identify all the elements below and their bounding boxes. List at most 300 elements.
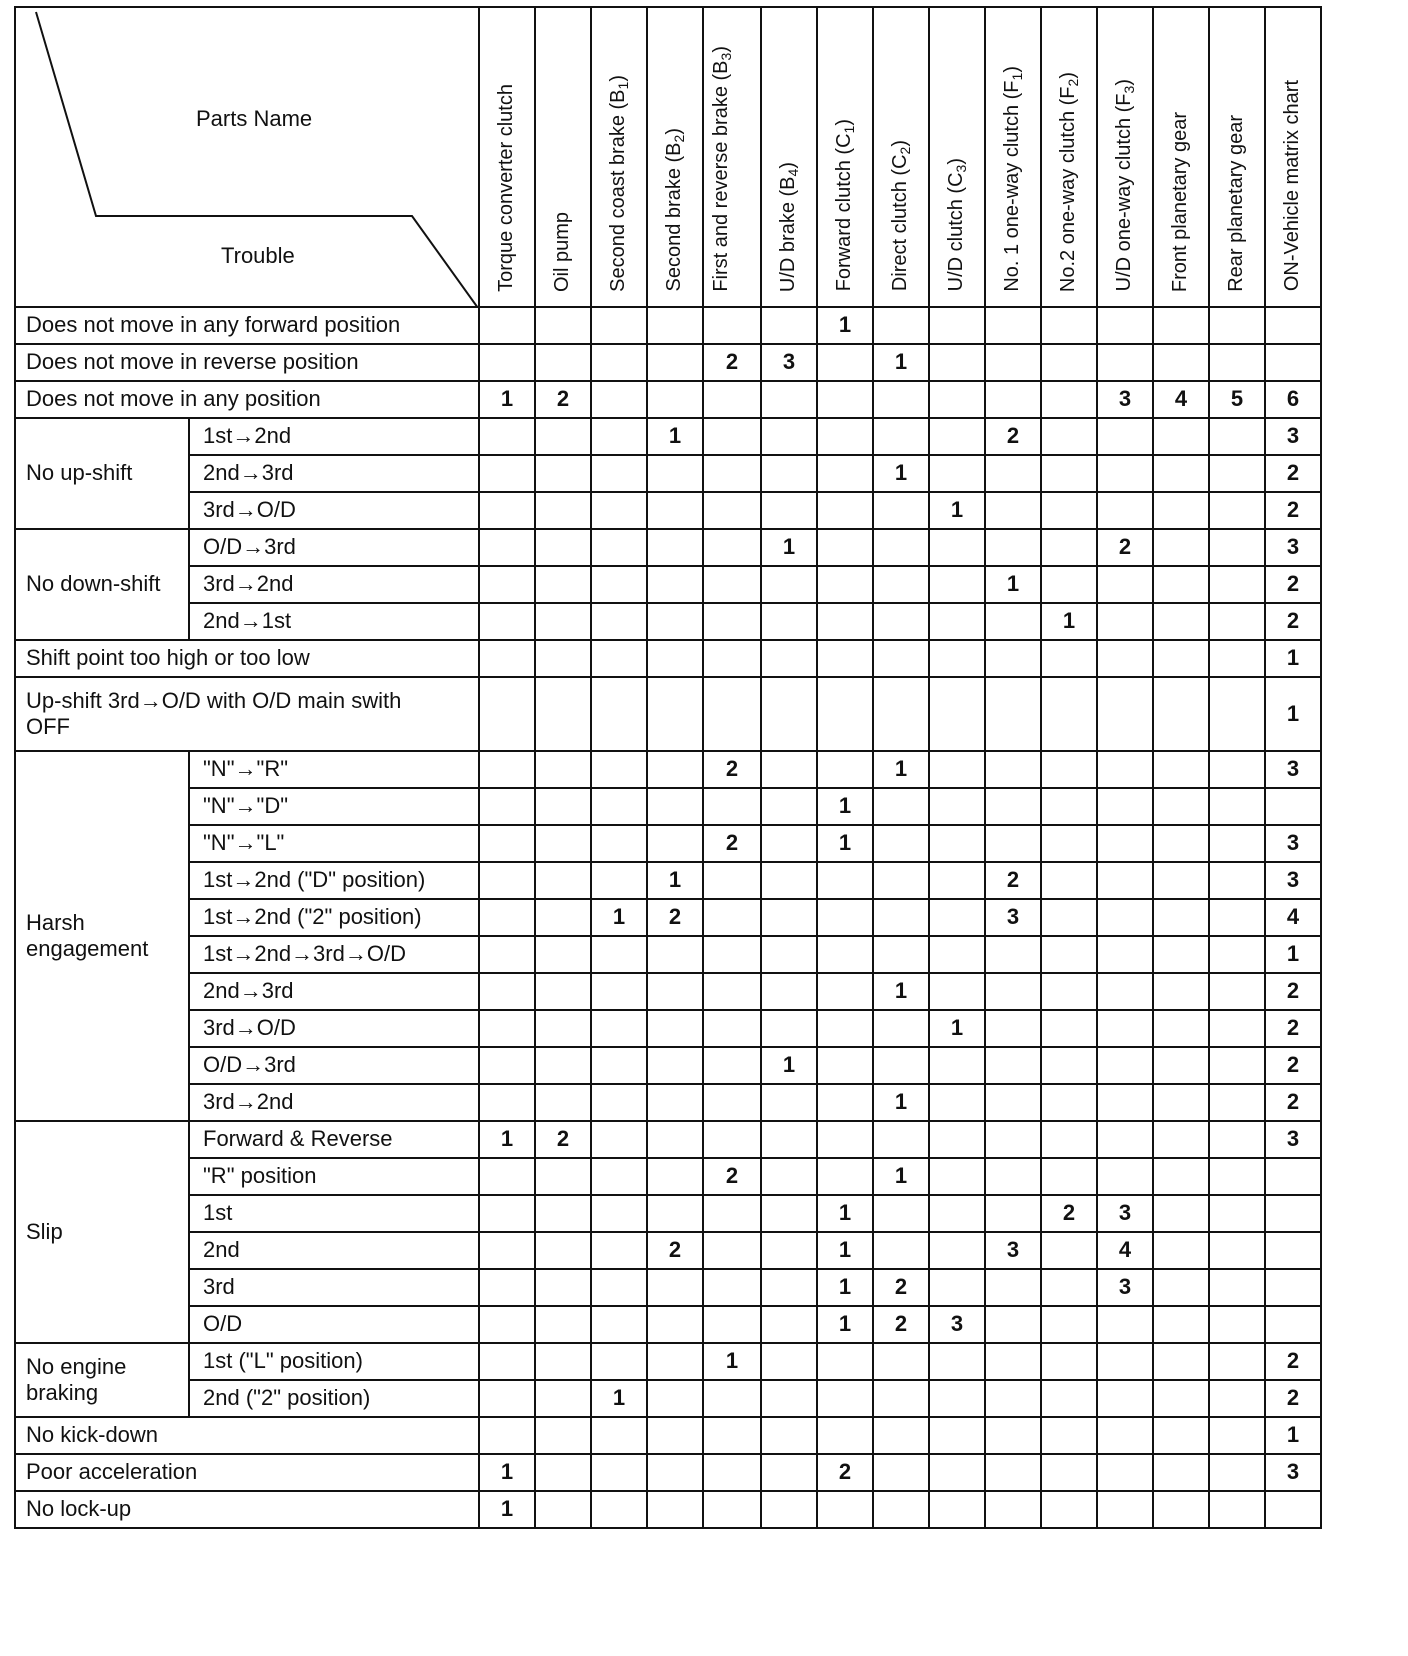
priority-cell	[703, 788, 761, 825]
priority-cell	[647, 677, 703, 751]
priority-cell	[1209, 1158, 1265, 1195]
column-header	[817, 7, 873, 307]
priority-cell	[761, 1232, 817, 1269]
priority-cell	[1041, 492, 1097, 529]
priority-cell	[1041, 1343, 1097, 1380]
table-row	[15, 1232, 1321, 1269]
priority-cell	[1041, 936, 1097, 973]
priority-cell	[479, 455, 535, 492]
column-header-label	[710, 46, 760, 292]
priority-cell	[1153, 640, 1209, 677]
table-row	[15, 1306, 1321, 1343]
priority-cell	[817, 936, 873, 973]
priority-cell	[479, 307, 535, 344]
priority-cell	[929, 1269, 985, 1306]
priority-cell	[817, 1158, 873, 1195]
column-header-text: )	[607, 74, 629, 82]
column-header-text: Oil pump	[551, 211, 573, 292]
priority-cell	[1097, 1343, 1153, 1380]
priority-cell	[929, 862, 985, 899]
priority-cell	[761, 1269, 817, 1306]
priority-cell	[1041, 566, 1097, 603]
priority-cell	[985, 751, 1041, 788]
priority-cell	[703, 862, 761, 899]
column-header-text: )	[710, 45, 732, 53]
priority-cell: 1	[591, 899, 647, 936]
priority-cell	[817, 492, 873, 529]
table-row	[15, 1491, 1321, 1528]
priority-cell: 3	[1097, 1269, 1153, 1306]
priority-cell	[703, 899, 761, 936]
priority-cell	[761, 1084, 817, 1121]
priority-cell: 2	[535, 1121, 591, 1158]
priority-cell	[985, 1121, 1041, 1158]
priority-cell	[1209, 936, 1265, 973]
priority-cell: 1	[703, 1343, 761, 1380]
table-row	[15, 307, 1321, 344]
priority-cell	[761, 1121, 817, 1158]
trouble-category: No down-shift	[15, 529, 189, 640]
priority-cell	[1041, 307, 1097, 344]
priority-cell	[1041, 381, 1097, 418]
priority-cell: 2	[703, 751, 761, 788]
priority-cell	[873, 677, 929, 751]
priority-cell	[703, 1047, 761, 1084]
priority-cell	[479, 973, 535, 1010]
priority-cell	[873, 1195, 929, 1232]
priority-cell: 1	[591, 1380, 647, 1417]
priority-cell	[817, 751, 873, 788]
priority-cell	[535, 862, 591, 899]
priority-cell	[985, 1047, 1041, 1084]
priority-cell	[817, 1417, 873, 1454]
priority-cell	[647, 566, 703, 603]
priority-cell	[1153, 1158, 1209, 1195]
priority-cell	[817, 677, 873, 751]
table-row	[15, 381, 1321, 418]
priority-cell	[1041, 418, 1097, 455]
priority-cell	[929, 751, 985, 788]
trouble-subcondition: O/D→3rd	[189, 529, 479, 566]
priority-cell	[817, 566, 873, 603]
priority-cell	[591, 529, 647, 566]
priority-cell	[479, 1269, 535, 1306]
priority-cell	[1097, 936, 1153, 973]
priority-cell	[479, 862, 535, 899]
priority-cell	[929, 1491, 985, 1528]
priority-cell	[817, 899, 873, 936]
priority-cell	[647, 307, 703, 344]
priority-cell	[873, 1047, 929, 1084]
column-header-text: Direct clutch (C	[889, 154, 911, 292]
priority-cell	[1265, 788, 1321, 825]
priority-cell	[761, 788, 817, 825]
priority-cell	[817, 529, 873, 566]
priority-cell	[761, 492, 817, 529]
priority-cell	[703, 492, 761, 529]
priority-cell	[873, 307, 929, 344]
priority-cell	[1209, 825, 1265, 862]
trouble-category: No up-shift	[15, 418, 189, 529]
priority-cell	[873, 1343, 929, 1380]
priority-cell	[703, 1380, 761, 1417]
priority-cell	[929, 307, 985, 344]
priority-cell	[1153, 899, 1209, 936]
priority-cell	[985, 973, 1041, 1010]
priority-cell	[1209, 751, 1265, 788]
priority-cell	[1041, 751, 1097, 788]
priority-cell	[591, 344, 647, 381]
priority-cell: 1	[817, 825, 873, 862]
priority-cell	[535, 418, 591, 455]
priority-cell	[873, 1010, 929, 1047]
priority-cell	[535, 455, 591, 492]
priority-cell: 3	[1265, 862, 1321, 899]
priority-cell	[1209, 307, 1265, 344]
priority-cell	[647, 640, 703, 677]
priority-cell	[1209, 862, 1265, 899]
priority-cell	[929, 1417, 985, 1454]
priority-cell	[1097, 1158, 1153, 1195]
table-row	[15, 1269, 1321, 1306]
trouble-subcondition: O/D→3rd	[189, 1047, 479, 1084]
priority-cell	[647, 936, 703, 973]
priority-cell	[985, 825, 1041, 862]
priority-cell	[761, 566, 817, 603]
priority-cell	[761, 751, 817, 788]
priority-cell: 2	[647, 1232, 703, 1269]
priority-cell	[647, 1121, 703, 1158]
priority-cell	[1097, 307, 1153, 344]
priority-cell	[873, 381, 929, 418]
priority-cell	[479, 1010, 535, 1047]
column-header-subscript: 3	[1121, 85, 1137, 94]
priority-cell	[1209, 1010, 1265, 1047]
column-header-subscript: 2	[1065, 78, 1081, 86]
priority-cell: 1	[929, 492, 985, 529]
trouble-name: Poor acceleration	[15, 1454, 479, 1491]
priority-cell	[479, 603, 535, 640]
priority-cell	[929, 418, 985, 455]
priority-cell	[929, 640, 985, 677]
column-header-text: )	[945, 158, 967, 165]
priority-cell	[647, 1343, 703, 1380]
priority-cell	[1209, 1047, 1265, 1084]
priority-cell	[647, 788, 703, 825]
trouble-subcondition: "N"→"D"	[189, 788, 479, 825]
column-header	[929, 7, 985, 307]
table-row	[15, 899, 1321, 936]
column-header-label	[1224, 115, 1248, 292]
trouble-subcondition: 2nd	[189, 1232, 479, 1269]
trouble-label: Trouble	[221, 243, 295, 268]
trouble-subcondition: "N"→"R"	[189, 751, 479, 788]
table-row	[15, 1380, 1321, 1417]
priority-cell	[1209, 1380, 1265, 1417]
priority-cell	[703, 418, 761, 455]
priority-cell	[985, 1417, 1041, 1454]
priority-cell	[1153, 1195, 1209, 1232]
column-header	[535, 7, 591, 307]
priority-cell	[817, 862, 873, 899]
priority-cell	[1041, 344, 1097, 381]
priority-cell	[985, 677, 1041, 751]
priority-cell	[1153, 788, 1209, 825]
priority-cell	[1209, 1269, 1265, 1306]
priority-cell	[985, 1084, 1041, 1121]
priority-cell	[591, 1343, 647, 1380]
priority-cell: 1	[873, 1158, 929, 1195]
priority-cell	[535, 1084, 591, 1121]
priority-cell	[703, 1417, 761, 1454]
priority-cell: 2	[703, 344, 761, 381]
table-row	[15, 640, 1321, 677]
column-header-subscript: 2	[897, 147, 913, 155]
priority-cell	[591, 1454, 647, 1491]
priority-cell	[479, 640, 535, 677]
priority-cell	[1153, 344, 1209, 381]
priority-cell	[479, 1195, 535, 1232]
priority-cell	[479, 1343, 535, 1380]
priority-cell	[929, 1047, 985, 1084]
priority-cell	[1265, 1491, 1321, 1528]
priority-cell	[817, 1010, 873, 1047]
priority-cell	[761, 640, 817, 677]
priority-cell	[761, 1454, 817, 1491]
priority-cell: 2	[873, 1306, 929, 1343]
priority-cell	[1097, 788, 1153, 825]
priority-cell	[591, 862, 647, 899]
priority-cell	[1153, 418, 1209, 455]
table-row	[15, 677, 1321, 751]
priority-cell: 1	[817, 788, 873, 825]
priority-cell: 6	[1265, 381, 1321, 418]
priority-cell: 1	[1041, 603, 1097, 640]
priority-cell	[535, 640, 591, 677]
priority-cell	[1041, 1084, 1097, 1121]
priority-cell	[817, 1491, 873, 1528]
priority-cell	[535, 1491, 591, 1528]
priority-cell	[479, 788, 535, 825]
table-row	[15, 455, 1321, 492]
priority-cell	[1153, 1491, 1209, 1528]
priority-cell	[985, 1380, 1041, 1417]
priority-cell	[1097, 1306, 1153, 1343]
priority-cell: 1	[647, 418, 703, 455]
priority-cell	[1097, 418, 1153, 455]
trouble-subcondition: 2nd→3rd	[189, 455, 479, 492]
priority-cell	[817, 640, 873, 677]
priority-cell	[1209, 1417, 1265, 1454]
priority-cell: 1	[761, 1047, 817, 1084]
priority-cell	[1153, 603, 1209, 640]
column-header-text: )	[889, 140, 911, 148]
priority-cell: 4	[1153, 381, 1209, 418]
priority-cell	[535, 1343, 591, 1380]
priority-cell: 3	[1265, 825, 1321, 862]
priority-cell	[1153, 1232, 1209, 1269]
column-header	[591, 7, 647, 307]
priority-cell	[1153, 1454, 1209, 1491]
priority-cell	[929, 1084, 985, 1121]
priority-cell	[761, 1306, 817, 1343]
priority-cell	[1041, 825, 1097, 862]
table-row	[15, 862, 1321, 899]
priority-cell	[1153, 566, 1209, 603]
trouble-subcondition: O/D	[189, 1306, 479, 1343]
priority-cell	[873, 788, 929, 825]
priority-cell	[873, 862, 929, 899]
priority-cell: 1	[817, 1195, 873, 1232]
priority-cell	[1209, 899, 1265, 936]
column-header-subscript: 1	[615, 81, 631, 90]
priority-cell	[1041, 788, 1097, 825]
priority-cell	[647, 1306, 703, 1343]
priority-cell	[591, 455, 647, 492]
table-row	[15, 788, 1321, 825]
priority-cell	[591, 1232, 647, 1269]
priority-cell	[1097, 751, 1153, 788]
priority-cell	[647, 1084, 703, 1121]
priority-cell	[703, 1454, 761, 1491]
priority-cell	[703, 1232, 761, 1269]
priority-cell	[1041, 1121, 1097, 1158]
trouble-name: No kick-down	[15, 1417, 479, 1454]
priority-cell	[1041, 455, 1097, 492]
priority-cell	[535, 1269, 591, 1306]
priority-cell	[761, 899, 817, 936]
priority-cell	[1097, 973, 1153, 1010]
table-row	[15, 1121, 1321, 1158]
table-row	[15, 1084, 1321, 1121]
priority-cell: 3	[1265, 1454, 1321, 1491]
priority-cell	[535, 566, 591, 603]
table-row	[15, 973, 1321, 1010]
priority-cell	[1041, 529, 1097, 566]
priority-cell	[703, 1010, 761, 1047]
priority-cell	[817, 1343, 873, 1380]
priority-cell	[647, 529, 703, 566]
column-header-text: Front planetary gear	[1169, 111, 1191, 292]
header-row	[15, 7, 1321, 307]
priority-cell: 3	[985, 1232, 1041, 1269]
column-header-text: U/D one-way clutch (F	[1113, 93, 1135, 292]
trouble-subcondition: 2nd ("2" position)	[189, 1380, 479, 1417]
priority-cell	[1153, 1047, 1209, 1084]
column-header-text: First and reverse brake (B	[710, 60, 732, 292]
priority-cell: 3	[1265, 751, 1321, 788]
column-header-subscript: 3	[718, 52, 734, 61]
priority-cell: 1	[873, 455, 929, 492]
priority-cell	[929, 1454, 985, 1491]
priority-cell: 2	[1265, 455, 1321, 492]
table-row	[15, 603, 1321, 640]
priority-cell: 3	[929, 1306, 985, 1343]
priority-cell: 2	[647, 899, 703, 936]
priority-cell	[479, 1158, 535, 1195]
priority-cell	[535, 788, 591, 825]
priority-cell	[929, 788, 985, 825]
priority-cell	[985, 455, 1041, 492]
priority-cell	[985, 1306, 1041, 1343]
priority-cell	[1209, 1306, 1265, 1343]
priority-cell	[1153, 492, 1209, 529]
priority-cell	[647, 344, 703, 381]
priority-cell	[1209, 973, 1265, 1010]
priority-cell: 1	[1265, 640, 1321, 677]
priority-cell: 5	[1209, 381, 1265, 418]
priority-cell	[1153, 677, 1209, 751]
trouble-subcondition: 1st→2nd	[189, 418, 479, 455]
priority-cell	[535, 1454, 591, 1491]
priority-cell	[535, 1010, 591, 1047]
priority-cell: 2	[1265, 603, 1321, 640]
column-header-subscript: 3	[953, 164, 969, 173]
priority-cell: 1	[479, 1454, 535, 1491]
priority-cell	[591, 677, 647, 751]
priority-cell	[647, 603, 703, 640]
priority-cell: 2	[1265, 1047, 1321, 1084]
priority-cell: 1	[479, 381, 535, 418]
priority-cell: 2	[1265, 1010, 1321, 1047]
priority-cell	[1041, 899, 1097, 936]
priority-cell	[703, 307, 761, 344]
priority-cell	[929, 1232, 985, 1269]
priority-cell: 1	[647, 862, 703, 899]
table-row	[15, 1195, 1321, 1232]
priority-cell	[873, 936, 929, 973]
priority-cell	[647, 1195, 703, 1232]
table-row	[15, 1010, 1321, 1047]
priority-cell	[873, 1121, 929, 1158]
priority-cell	[761, 1010, 817, 1047]
priority-cell: 2	[985, 862, 1041, 899]
priority-cell	[1209, 529, 1265, 566]
corner-cell	[15, 7, 479, 307]
priority-cell	[1153, 1343, 1209, 1380]
priority-cell	[873, 529, 929, 566]
column-header	[1153, 7, 1209, 307]
priority-cell	[761, 1158, 817, 1195]
trouble-category: Harsh engagement	[15, 751, 189, 1121]
priority-cell	[1153, 1010, 1209, 1047]
priority-cell	[761, 1491, 817, 1528]
priority-cell	[591, 381, 647, 418]
priority-cell	[1153, 1380, 1209, 1417]
priority-cell	[929, 936, 985, 973]
priority-cell	[873, 825, 929, 862]
priority-cell	[1097, 1010, 1153, 1047]
priority-cell	[647, 1010, 703, 1047]
trouble-matrix-table	[14, 6, 1322, 1529]
priority-cell	[1153, 1306, 1209, 1343]
priority-cell: 1	[817, 1269, 873, 1306]
priority-cell	[1097, 1454, 1153, 1491]
priority-cell	[1209, 1343, 1265, 1380]
priority-cell	[1041, 1010, 1097, 1047]
priority-cell	[535, 307, 591, 344]
trouble-category: Slip	[15, 1121, 189, 1343]
priority-cell	[929, 381, 985, 418]
priority-cell: 2	[1265, 1343, 1321, 1380]
trouble-subcondition: "N"→"L"	[189, 825, 479, 862]
priority-cell: 2	[1265, 1380, 1321, 1417]
priority-cell	[591, 1195, 647, 1232]
column-header-label	[1280, 80, 1304, 291]
priority-cell	[1153, 825, 1209, 862]
priority-cell: 2	[1041, 1195, 1097, 1232]
priority-cell: 1	[479, 1121, 535, 1158]
